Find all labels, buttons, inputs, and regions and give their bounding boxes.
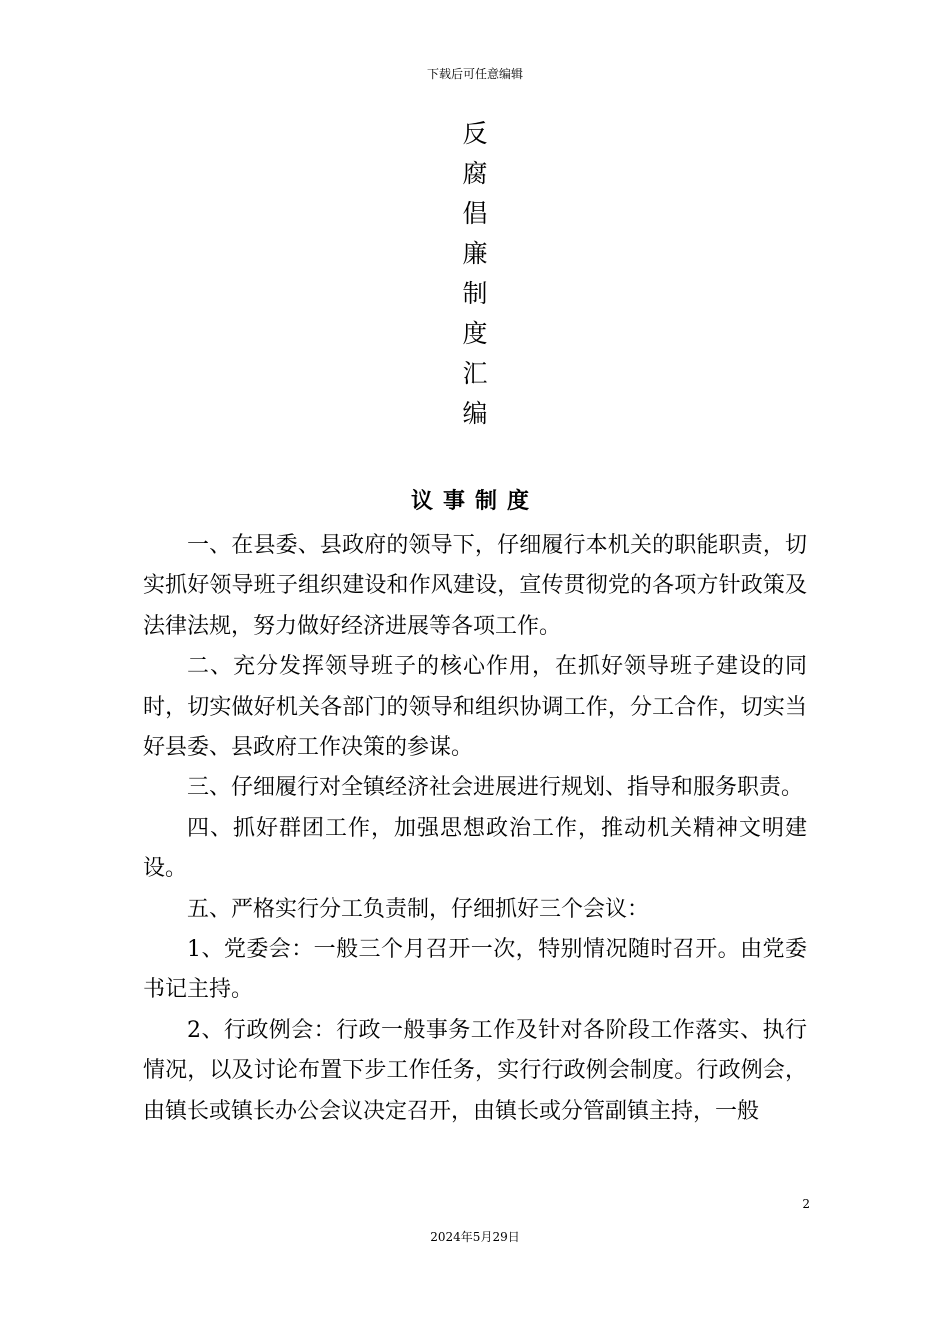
title-char: 制: [462, 279, 488, 308]
body-paragraph: 二、充分发挥领导班子的核心作用，在抓好领导班子建设的同时，切实做好机关各部门的领导和组织协调工作，分工合作，切实当好县委、县政府工作决策的参谋。: [143, 654, 807, 761]
body-paragraph: 三、仔细履行对全镇经济社会进展进行规划、指导和服务职责。: [187, 775, 804, 801]
title-char: 廉: [462, 239, 488, 268]
body-paragraph: 1、党委会：一般三个月召开一次，特别情况随时召开。由党委书记主持。: [143, 937, 807, 1003]
page-number: 2: [802, 1197, 810, 1211]
body-paragraph: 2、行政例会：行政一般事务工作及针对各阶段工作落实、执行情况，以及讨论布置下步工作任务，实行行政例会制度。行政例会，由镇长或镇长办公会议决定召开，由镇长或分管副镇主持，一般: [143, 1017, 807, 1124]
body-paragraph: 四、抓好群团工作，加强思想政治工作，推动机关精神文明建设。: [143, 815, 807, 882]
title-char: 腐: [462, 159, 488, 188]
footer-date: 2024年5月29日: [430, 1230, 520, 1244]
page-header-note: 下载后可任意编辑: [426, 67, 523, 81]
title-char: 编: [462, 399, 488, 428]
title-char: 倡: [462, 199, 488, 228]
title-char: 反: [462, 119, 488, 148]
document-body: [143, 526, 807, 1132]
title-char: 度: [462, 319, 488, 348]
vertical-document-title: [445, 114, 505, 434]
body-paragraph: 一、在县委、县政府的领导下，仔细履行本机关的职能职责，切实抓好领导班子组织建设和作风建设，宣传贯彻党的各项方针政策及法律法规，努力做好经济进展等各项工作。: [143, 533, 807, 639]
body-paragraph: 五、严格实行分工负责制，仔细抓好三个会议：: [187, 896, 650, 922]
section-title: 议事制度: [410, 489, 539, 514]
title-char: 汇: [462, 359, 488, 388]
